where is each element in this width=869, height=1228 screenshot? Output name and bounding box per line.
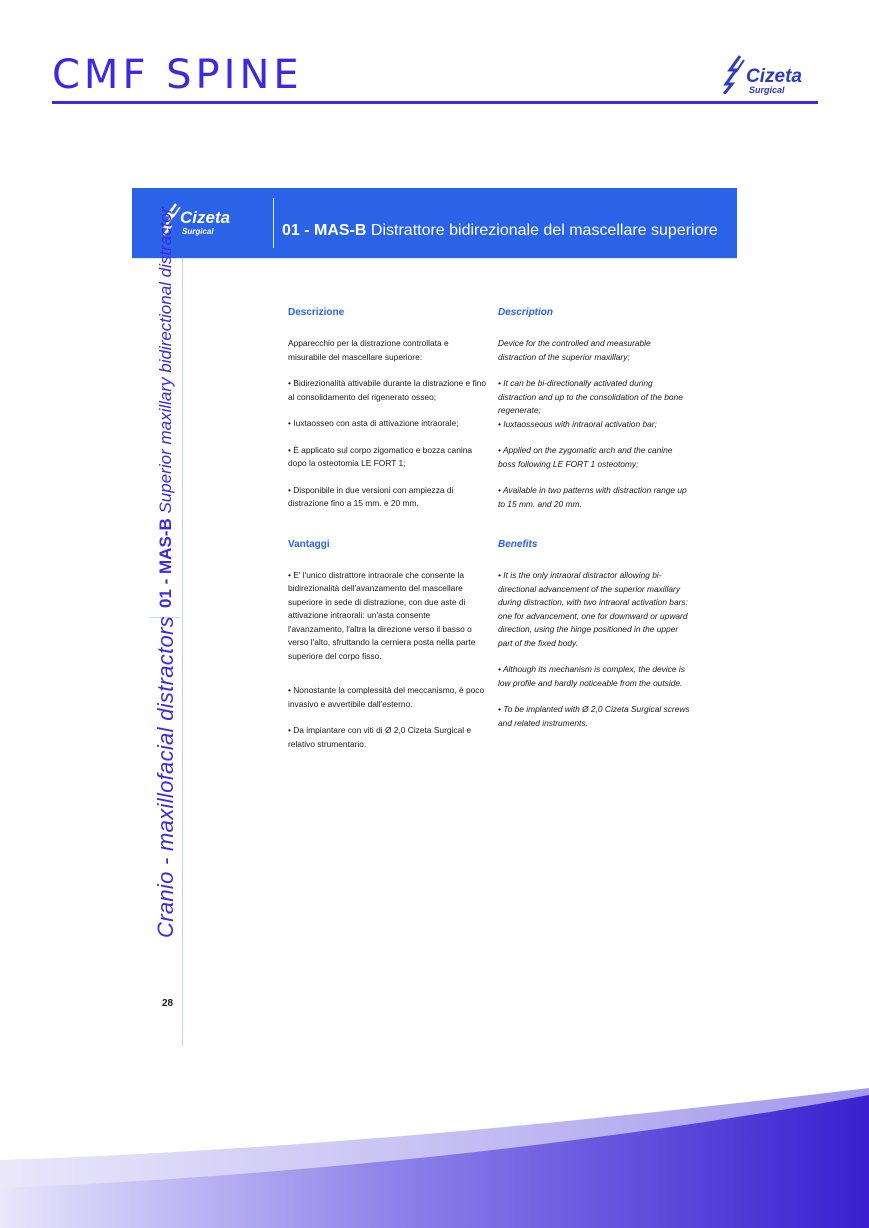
section-heading: Descrizione	[288, 307, 345, 318]
side-product-code: 01 - MAS-B	[156, 518, 175, 608]
paragraph: • E' l'unico distrattore intraorale che consente la bidirezionalità dell'avanzamento del mascellare superiore in sede di distrazione, con due aste di attivazione intraorali: un'asta consente l'avanzamento, l'altra la direzione verso il basso o verso l'alto, sfruttando la cerniera posta nella parte superiore del corpo fisso.	[288, 569, 476, 661]
content-top-rule	[132, 258, 737, 259]
paragraph: • Nonostante la complessità del meccanismo, è poco invasivo e avvertibile dall'esterno.	[288, 685, 485, 709]
banner-logo	[162, 202, 272, 246]
italian-column	[288, 306, 486, 764]
brand-logo	[722, 52, 822, 98]
banner-product-title: Distrattore bidirezionale del mascellare superiore	[370, 222, 718, 239]
paragraph: • It is the only intraoral distractor allowing bi-directional advancement of the superior maxillary during distraction, with two intraoral activation bars: one for advancement, one for downward or upward direction, using the hinge positioned in the upper part of the fixed body.	[498, 570, 688, 648]
banner-product-code: 01 - MAS-B	[282, 222, 367, 239]
section-heading: Description	[498, 307, 554, 318]
side-product-label	[156, 207, 176, 608]
paragraph: • Iuxtaosseo con asta di attivazione intraorale;	[288, 418, 459, 428]
banner-divider	[273, 198, 274, 248]
paragraph: • To be implanted with Ø 2,0 Cizeta Surgical screws and related instruments.	[498, 704, 690, 728]
header-rule	[52, 101, 818, 104]
benefits-list	[498, 569, 690, 730]
brand-name: Cizeta	[746, 66, 802, 87]
paragraph: • Available in two patterns with distraction range up to 15 mm. and 20 mm.	[498, 485, 687, 509]
description-list	[498, 337, 690, 511]
brand-sub: Surgical	[749, 85, 785, 95]
section-heading: Benefits	[498, 539, 538, 550]
paragraph: • È applicato sul corpo zigomatico e bozza canina dopo la osteotomia LE FORT 1;	[288, 444, 473, 468]
benefits-list	[288, 569, 486, 752]
paragraph: • Although its mechanism is complex, the device is low profile and hardly noticeable from the outside.	[498, 664, 685, 688]
banner-logo-name: Cizeta	[180, 208, 231, 227]
side-category-label: Cranio - maxillofacial distractors	[153, 616, 178, 938]
paragraph: • Bidirezionalità attivabile durante la distrazione e fino al consolidamento del rigenerato osseo;	[288, 378, 486, 402]
english-column	[498, 306, 690, 743]
side-product-name: Superior maxillary bidirectional distractor	[156, 207, 175, 514]
sidebar-rule	[182, 258, 183, 1046]
product-banner	[132, 188, 737, 258]
paragraph: • Applied on the zygomatic arch and the canine boss following LE FORT 1 osteotomy;	[498, 445, 673, 469]
banner-logo-sub: Surgical	[182, 227, 214, 236]
page-number: 28	[162, 998, 174, 1009]
page-title: CMF SPINE	[52, 52, 303, 98]
paragraph: • It can be bi-directionally activated during distraction and up to the consolidation of the bone regenerate; • Iuxtaosseous with intraoral activation bar;	[498, 378, 683, 429]
cizeta-mark-icon	[722, 54, 748, 94]
paragraph: • Disponibile in due versioni con ampiezza di distrazione fino a 15 mm. e 20 mm.	[288, 484, 454, 508]
description-list	[288, 337, 486, 511]
banner-title	[282, 222, 718, 240]
paragraph: Device for the controlled and measurable distraction of the superior maxillary;	[498, 338, 651, 362]
section-heading: Vantaggi	[288, 538, 330, 550]
paragraph: Apparecchio per la distrazione controllata e misurabile del mascellare superiore:	[288, 338, 449, 362]
paragraph: • Da impiantare con viti di Ø 2,0 Cizeta Surgical e relativo strumentario.	[288, 725, 472, 749]
